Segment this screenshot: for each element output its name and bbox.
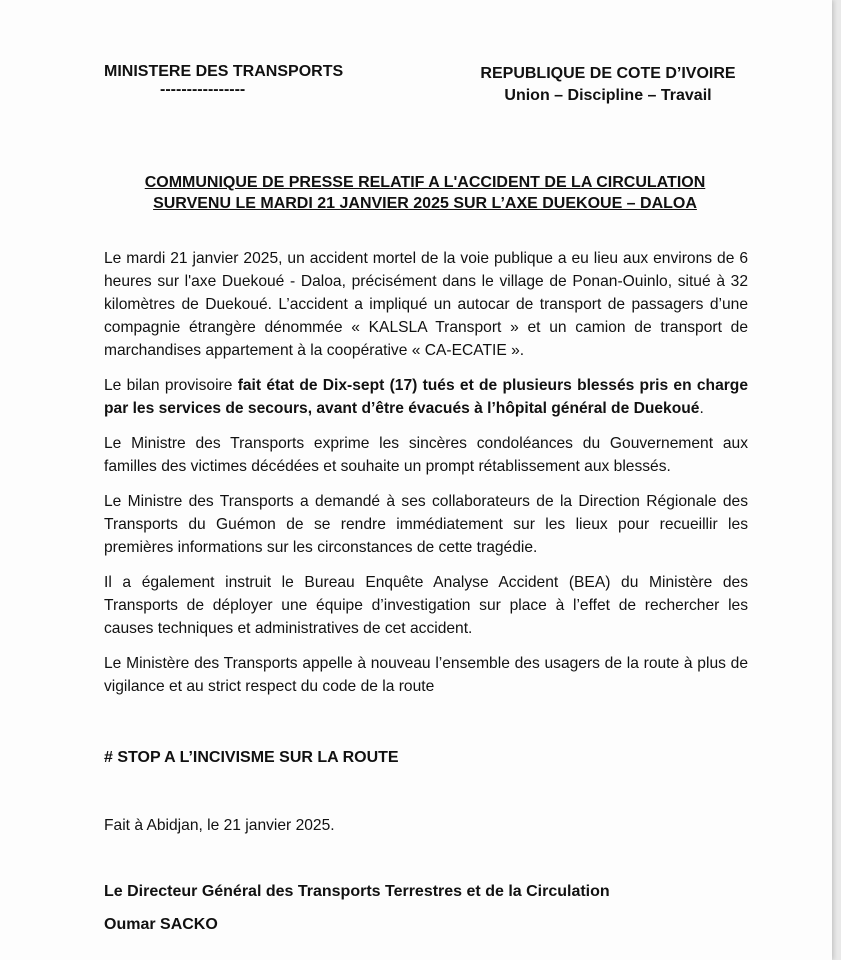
- signatory-name: Oumar SACKO: [104, 916, 218, 933]
- paragraph-bea-investigation: Il a également instruit le Bureau Enquête Analyse Accident (BEA) du Ministère des Transports de déployer une équipe d’investigation sur place à l’effet de rechercher les causes techniques et administratives de cet accident.: [104, 574, 748, 637]
- republic-name: REPUBLIQUE DE COTE D’IVOIRE: [480, 65, 736, 82]
- toll-end: .: [699, 400, 704, 417]
- title-line-2: SURVENU LE MARDI 21 JANVIER 2025 SUR L’AXE DUEKOUE – DALOA: [153, 195, 697, 212]
- toll-intro: Le bilan provisoire: [104, 377, 238, 394]
- ministry-name: MINISTERE DES TRANSPORTS: [104, 63, 344, 80]
- paragraph-accident: Le mardi 21 janvier 2025, un accident mortel de la voie publique a eu lieu aux environs de 6 heures sur l'axe Duekoué - Daloa, précisément dans le village de Ponan-Ouinlo, situé à 32 kilomètres de Duekoué. L’accident a impliqué un autocar de transport de passagers d’une compagnie étrangère dénommée « KALSLA Transport » et un camion de transport de marchandises appartement à la coopérative « CA-ECATIE ».: [104, 250, 748, 359]
- toll-details: fait état de Dix-sept (17) tués et de plusieurs blessés pris en charge par les services de secours, avant d’être évacués à l’hôpital général de Duekoué: [104, 377, 749, 417]
- press-release-title: [90, 172, 760, 214]
- ministry-separator: ----------------: [160, 81, 246, 98]
- campaign-hashtag: # STOP A L’INCIVISME SUR LA ROUTE: [104, 749, 399, 766]
- signatory-title: Le Directeur Général des Transports Terrestres et de la Circulation: [104, 883, 610, 900]
- ministry-header: [104, 63, 364, 99]
- paragraph-vigilance-call: Le Ministère des Transports appelle à nouveau l’ensemble des usagers de la route à plus de vigilance et au strict respect du code de la route: [104, 655, 748, 695]
- title-line-1: COMMUNIQUE DE PRESSE RELATIF A L'ACCIDENT DE LA CIRCULATION: [144, 174, 706, 191]
- paragraph-condolences: Le Ministre des Transports exprime les sincères condoléances du Gouvernement aux familles des victimes décédées et souhaite un prompt rétablissement aux blessés.: [104, 435, 748, 475]
- paragraph-toll: [104, 374, 748, 420]
- national-motto: Union – Discipline – Travail: [504, 87, 712, 104]
- press-release-body: [104, 247, 748, 710]
- place-and-date: Fait à Abidjan, le 21 janvier 2025.: [104, 817, 335, 834]
- republic-header: [460, 63, 756, 107]
- paragraph-regional-direction: Le Ministre des Transports a demandé à ses collaborateurs de la Direction Régionale des Transports du Guémon de se rendre immédiatement sur les lieux pour recueillir les premières informations sur les circonstances de cette tragédie.: [104, 493, 748, 556]
